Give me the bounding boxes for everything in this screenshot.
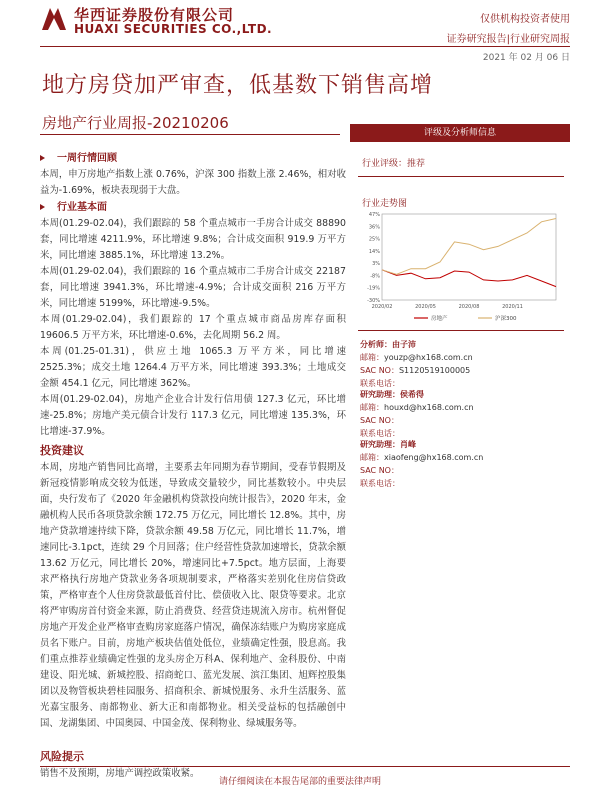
section-risk-heading: 风险提示 <box>40 750 84 763</box>
chart-frame <box>382 214 556 300</box>
analyst-name: 分析师：由子沛 <box>360 340 416 349</box>
y-tick-label: 47% <box>368 212 380 218</box>
y-tick-label: 3% <box>372 261 380 268</box>
report-title: 地方房贷加严审查，低基数下销售高增 <box>42 73 434 98</box>
triangle-bullet-icon <box>40 155 45 161</box>
analyst-card: 研究助理：肖峰 邮箱：xiaofeng@hx168.com.cn SAC NO： 联系电话： <box>360 438 566 490</box>
y-tick-label: 14% <box>368 248 380 255</box>
series-line <box>382 270 556 287</box>
y-tick-label: -30% <box>367 298 380 304</box>
risk-body: 销售不及预期，房地产调控政策收紧。 <box>40 768 200 779</box>
report-subtitle: 房地产行业周报-20210206 <box>42 114 229 132</box>
header-divider <box>40 46 570 47</box>
sidebar-divider <box>358 330 564 331</box>
analyst-email[interactable]: houxd@hx168.com.cn <box>384 403 474 412</box>
audience-note: 仅供机构投资者使用 <box>480 14 570 25</box>
analyst-email[interactable]: xiaofeng@hx168.com.cn <box>384 453 484 462</box>
x-tick-label: 2020/11 <box>502 304 523 310</box>
analyst-phone-label: 联系电话： <box>360 379 400 388</box>
analyst-phone-label: 联系电话： <box>360 479 400 488</box>
section-weekly-review-heading: 一周行情回顾 <box>40 150 346 167</box>
analyst-card: 分析师：由子沛 邮箱：youzp@hx168.com.cn SAC NO：S1120519100005 联系电话： <box>360 338 566 390</box>
y-tick-label: 25% <box>368 236 380 243</box>
x-tick-label: 2020/08 <box>458 304 480 310</box>
fundamentals-paragraph: 本周(01.29-02.04)，房地产企业合计发行信用债 127.3 亿元，环比增速-25.8%；房地产美元债合计发行 117.3 亿元，同比增速 135.3%，环比增速-37.9%。 <box>40 394 346 437</box>
weekly-review-body: 本周，申万房地产指数上涨 0.76%，沪深 300 指数上涨 2.46%，相对收益为-1.69%，板块表现弱于大盘。 <box>40 169 346 196</box>
x-tick-label: 2020/05 <box>415 304 436 310</box>
main-content <box>40 150 346 782</box>
x-tick-label: 2020/02 <box>371 304 393 310</box>
investment-body: 本周，房地产销售同比高增，主要系去年同期为春节期间，受春节假期及新冠疫情影响成交较为低迷，导致成交量较少，同比基数较小。中央层面，央行发布了《2020 年金融机构贷款投向统计报告》，2020 年末，金融机构人民币各项贷款余额 172.75 万亿元，同比增长 12.8%。其中，房地产贷款增速持续下降，贷款余额 49.58 万亿元，同比增长 11.7%，增速同比-3.1pct，连续 29 个月回落；住户经营性贷款加速增长，贷款余额 13.62 万亿元，同比增长 20%，增速同比+7.5pct。地方层面，上海要求严格执行房地产贷款业务各项规制要求，严格落实差别化住房信贷政策，严格审查个人住房贷款最低首付比、偿债收入比、限贷等要求。北京将严审购房首付资金来源，防止消费贷、经营贷违规流入房市。杭州督促房地产开发企业严格审查购房家庭落户情况，确保冻结账户为购房家庭成员名下账户。目前，房地产板块估值处低位，业绩确定性强，股息高。我们重点推荐业绩确定性强的龙头房企万科A、保利地产、金科股份、中南建设、阳光城、新城控股、招商蛇口、蓝光发展、滨江集团、旭辉控股集团以及物管板块碧桂园服务、招商积余、新城悦服务、永升生活服务、蓝光嘉宝服务、南都物业、新大正和南都物业。相关受益标的包括融创中国、龙湖集团、中国奥园、中国金茂、保利物业、绿城服务等。 <box>40 462 346 729</box>
analyst-sac-no: S1120519100005 <box>398 366 471 375</box>
section-investment-heading: 投资建议 <box>40 444 84 457</box>
fundamentals-paragraph: 本周(01.29-02.04)，我们跟踪的 16 个重点城市二手房合计成交 22187 套，同比增速 3941.3%，环比增速-4.9%；合计成交面积 216 万平方米，同比增速 5199%，环比增速-9.5%。 <box>40 266 346 309</box>
sidebar-panel-title: 评级及分析师信息 <box>350 124 570 142</box>
y-tick-label: -19% <box>367 285 380 292</box>
report-date: 2021 年 02 月 06 日 <box>482 53 570 63</box>
legal-disclaimer-note: 请仔细阅读在本报告尾部的重要法律声明 <box>218 777 381 787</box>
series-line <box>382 219 556 275</box>
company-name-en: HUAXI SECURITIES CO.,LTD. <box>74 22 273 36</box>
report-series: 证券研究报告|行业研究周报 <box>446 34 570 45</box>
subtitle-divider <box>40 134 340 135</box>
company-name-cn: 华西证券股份有限公司 <box>74 6 235 24</box>
trend-chart <box>356 208 566 326</box>
footer-divider <box>40 766 570 767</box>
triangle-bullet-icon <box>40 204 45 210</box>
huaxi-logo-icon <box>40 6 68 32</box>
y-tick-label: 36% <box>368 224 380 231</box>
fundamentals-paragraph: 本周(01.25-01.31)，供应土地 1065.3 万平方米，同比增速 2525.3%；成交土地 1264.4 万平方米，同比增速 393.3%；土地成交金额 454.1 亿元，同比增速 362%。 <box>40 346 346 389</box>
report-header <box>0 0 600 70</box>
analyst-name: 研究助理：侯希得 <box>360 390 424 399</box>
section-fundamentals-heading: 行业基本面 <box>40 199 346 216</box>
industry-rating: 行业评级：推荐 <box>362 159 426 169</box>
legend-label: 沪深300 <box>495 316 517 322</box>
analyst-email[interactable]: youzp@hx168.com.cn <box>384 353 473 362</box>
fundamentals-paragraph: 本周(01.29-02.04)，我们跟踪的 17 个重点城市商品房库存面积 19606.5 万平方米，环比增速-0.6%，去化周期 56.2 周。 <box>40 314 346 341</box>
legend-label: 房地产 <box>431 316 448 322</box>
trend-chart-title: 行业走势图 <box>362 199 408 209</box>
y-tick-label: -8% <box>370 273 380 280</box>
fundamentals-paragraph: 本周(01.29-02.04)，我们跟踪的 58 个重点城市一手房合计成交 88890 套，同比增速 4211.9%，环比增速 9.8%；合计成交面积 919.9 万平方米，同比增速 3885.1%，环比增速 13.2%。 <box>40 218 346 261</box>
sidebar-divider <box>358 176 564 177</box>
analyst-phone-label: 联系电话： <box>360 429 400 438</box>
sidebar <box>350 124 570 736</box>
analyst-name: 研究助理：肖峰 <box>360 440 416 449</box>
analyst-card: 研究助理：侯希得 邮箱：houxd@hx168.com.cn SAC NO： 联系电话： <box>360 388 566 440</box>
